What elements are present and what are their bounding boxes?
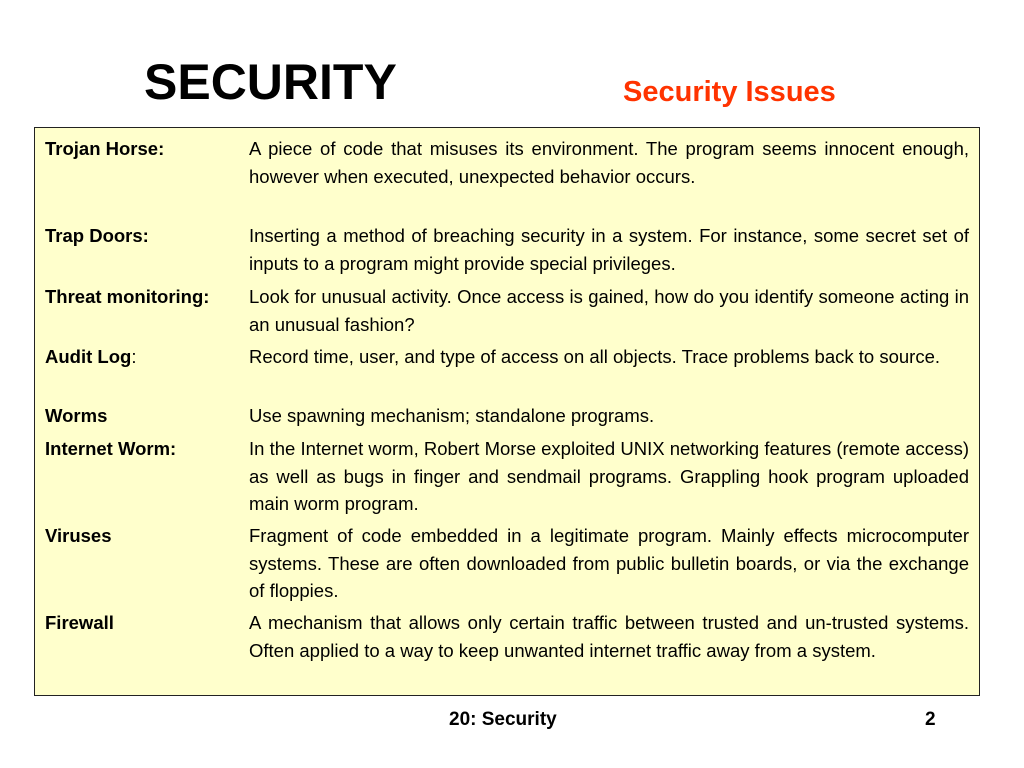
entry-definition: In the Internet worm, Robert Morse exploited UNIX networking features (remote access) as well as bugs in finger and sendmail programs. Grappling hook program uploaded main worm program. [249,438,969,514]
entry-audit-log [45,343,969,371]
entry-trojan-horse [45,135,969,190]
entry-term-text: Internet Worm: [45,438,177,459]
entry-definition: Use spawning mechanism; standalone programs. [249,405,655,426]
entry-term [45,135,164,163]
footer-page-number: 2 [925,709,936,730]
entry-term-text: Threat monitoring: [45,286,210,307]
entry-term-text: Viruses [45,525,112,546]
entry-firewall [45,609,969,664]
slide-subtitle: Security Issues [623,76,836,108]
footer-label: 20: Security [449,709,557,730]
entry-definition: Record time, user, and type of access on all objects. Trace problems back to source. [249,346,941,367]
entry-definition: Look for unusual activity. Once access is gained, how do you identify someone acting in an unusual fashion? [249,286,969,335]
entry-definition: Inserting a method of breaching security in a system. For instance, some secret set of inputs to a program might provide special privileges. [249,225,969,274]
entry-term-text: Trap Doors: [45,225,149,246]
entry-term-text: Firewall [45,612,114,633]
entry-worms [45,402,969,430]
entry-term [45,222,149,250]
entry-definition: A piece of code that misuses its environment. The program seems innocent enough, however when executed, unexpected behavior occurs. [249,138,969,187]
entry-term-suffix: : [131,346,137,367]
entry-viruses [45,522,969,605]
slide-title: SECURITY [144,54,397,110]
entry-definition: Fragment of code embedded in a legitimate program. Mainly effects microcomputer systems. These are often downloaded from public bulletin boards, or via the exchange of floppies. [249,525,969,601]
entry-term [45,283,209,311]
entry-term [45,402,107,430]
entry-term [45,522,112,550]
entry-term [45,609,114,637]
entry-term [45,435,176,463]
entry-internet-worm [45,435,969,518]
entry-term-text: Audit Log [45,346,132,367]
entry-term-text: Trojan Horse: [45,138,165,159]
entry-term-text: Worms [45,405,108,426]
entry-trap-doors [45,222,969,277]
content-box [34,127,980,696]
entry-definition: A mechanism that allows only certain traffic between trusted and un-trusted systems. Often applied to a way to keep unwanted internet traffic away from a system. [249,612,969,661]
entry-term [45,343,136,371]
entry-threat-monitoring [45,283,969,338]
